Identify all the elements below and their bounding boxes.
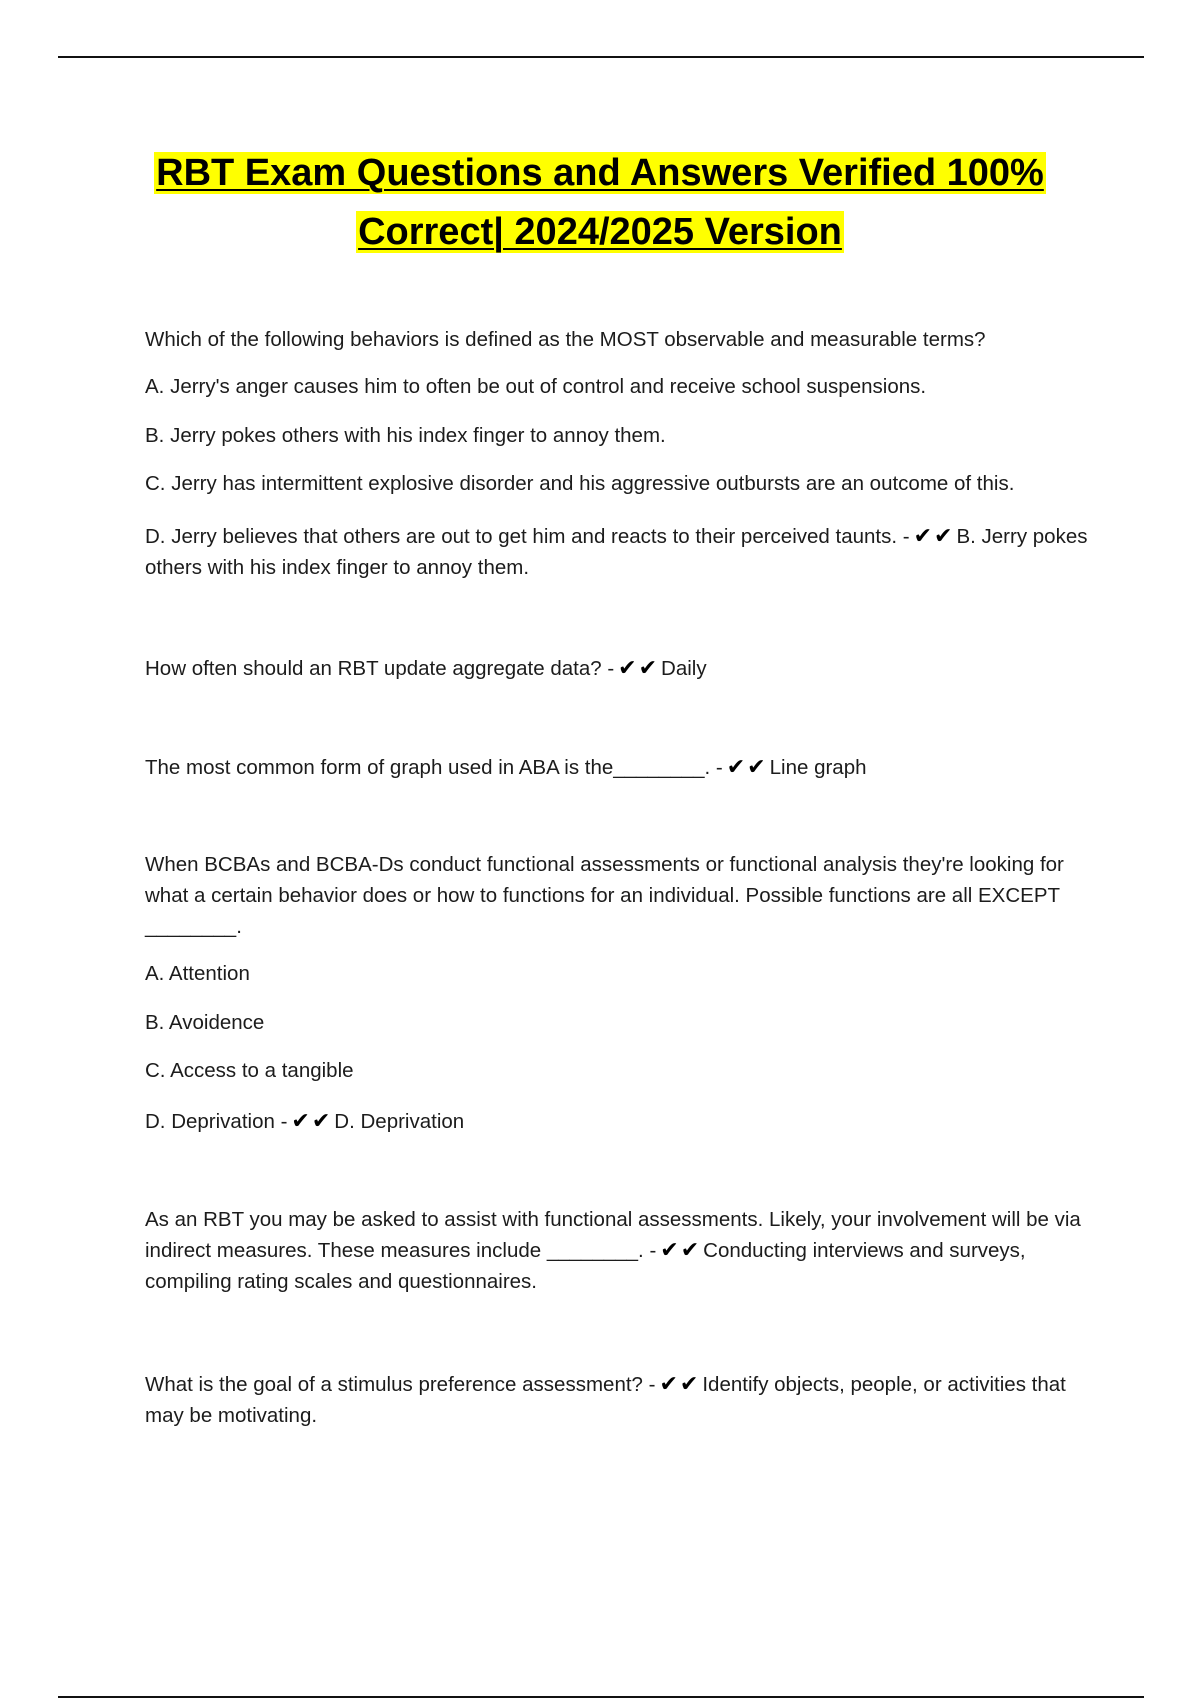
document-title xyxy=(0,144,1200,262)
q3-item xyxy=(145,755,1090,780)
double-checkmark-icon: ✔✔ xyxy=(291,1109,333,1134)
q2-answer: Daily xyxy=(661,657,707,680)
q1-question: Which of the following behaviors is defined as the MOST observable and measurable terms? xyxy=(145,328,986,351)
q2-question: How often should an RBT update aggregate data? - xyxy=(145,657,615,680)
top-rule xyxy=(58,56,1144,58)
double-checkmark-icon: ✔✔ xyxy=(913,524,955,549)
q6-answer: Identify objects, people, or activities that may be motivating. xyxy=(145,1373,1066,1427)
q2-item xyxy=(145,656,1090,681)
q3-question: The most common form of graph used in ABA is the________. - xyxy=(145,756,723,779)
bottom-rule xyxy=(58,1696,1144,1698)
q1-answer: B. Jerry pokes others with his index finger to annoy them. xyxy=(145,525,1088,579)
double-checkmark-icon: ✔✔ xyxy=(726,755,768,780)
q6-question: What is the goal of a stimulus preference assessment? - xyxy=(145,1373,656,1396)
q5-answer: Conducting interviews and surveys, compiling rating scales and questionnaires. xyxy=(145,1239,1026,1293)
q1-option-a: A. Jerry's anger causes him to often be out of control and receive school suspensions. xyxy=(145,375,927,398)
title-line-1: RBT Exam Questions and Answers Verified 100% xyxy=(156,152,1044,194)
q1-option-d: D. Jerry believes that others are out to get him and reacts to their perceived taunts. - xyxy=(145,525,910,548)
q3-answer: Line graph xyxy=(769,756,867,779)
q1-option-d-answer xyxy=(145,521,1090,583)
q1-option-b: B. Jerry pokes others with his index finger to annoy them. xyxy=(145,424,666,447)
q5-question: As an RBT you may be asked to assist with functional assessments. Likely, your involvement will be via indirect measures. These measures include ________. - xyxy=(145,1208,1081,1262)
double-checkmark-icon: ✔✔ xyxy=(618,656,660,681)
q4-option-d: D. Deprivation - xyxy=(145,1110,288,1133)
q4-option-a: A. Attention xyxy=(145,962,250,985)
q5-item xyxy=(145,1204,1090,1297)
double-checkmark-icon: ✔✔ xyxy=(659,1372,701,1397)
q4-answer: D. Deprivation xyxy=(334,1110,465,1133)
q4-option-c: C. Access to a tangible xyxy=(145,1059,354,1082)
double-checkmark-icon: ✔✔ xyxy=(660,1238,702,1263)
q4-option-b: B. Avoidence xyxy=(145,1011,265,1034)
q4-question: When BCBAs and BCBA-Ds conduct functional assessments or functional analysis they're looking for what a certain behavior does or how to functions for an individual. Possible functions are all EXCEPT ________. xyxy=(145,853,1064,938)
q1-option-c: C. Jerry has intermittent explosive disorder and his aggressive outbursts are an outcome of this. xyxy=(145,472,1015,495)
title-line-2: Correct| 2024/2025 Version xyxy=(358,211,842,253)
q4-option-d-answer xyxy=(145,1109,1090,1134)
q6-item xyxy=(145,1369,1090,1431)
